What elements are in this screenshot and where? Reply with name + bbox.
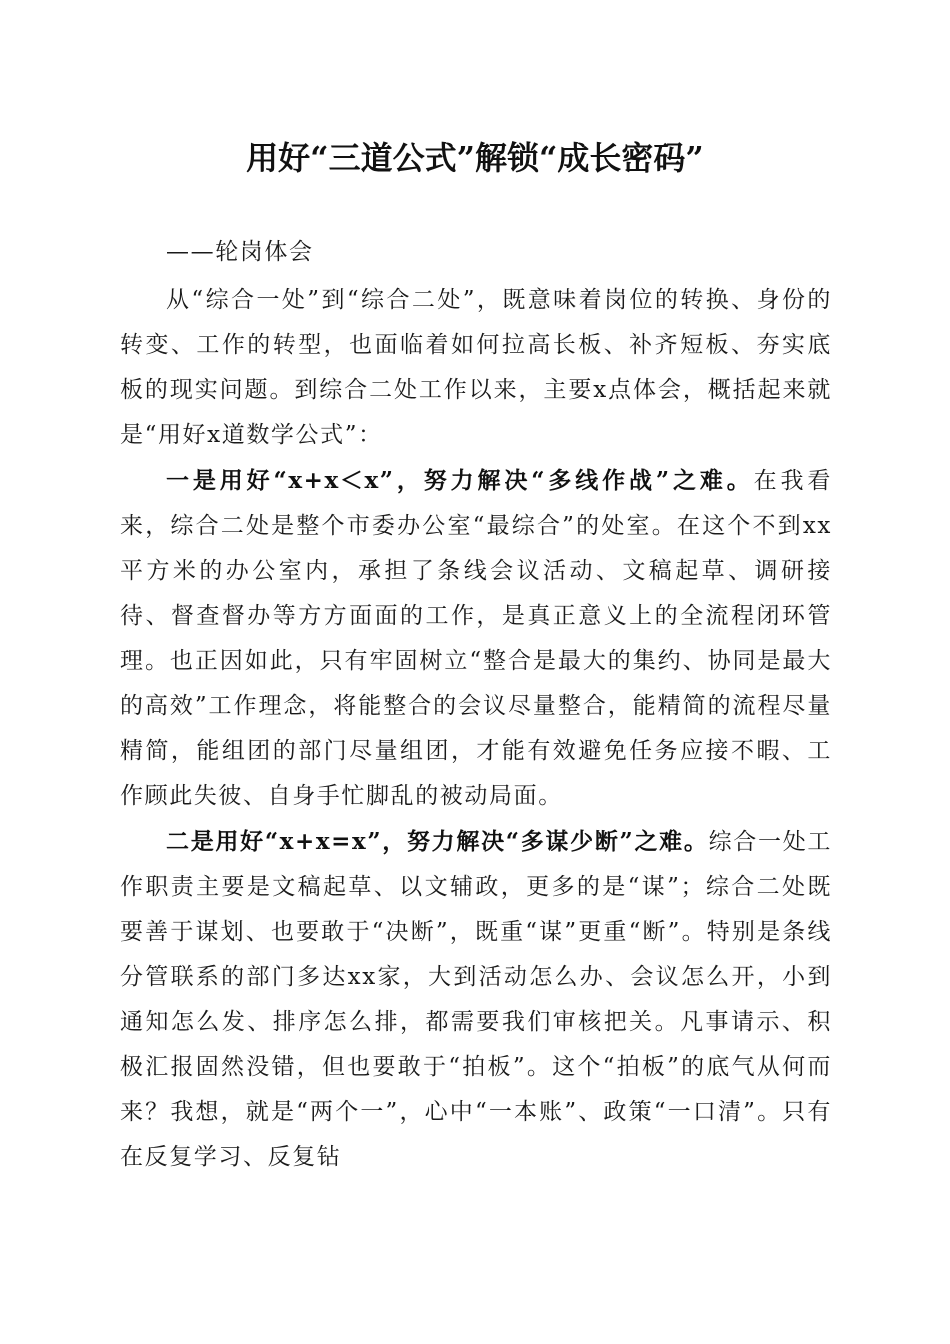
paragraph-text: 从“综合一处”到“综合二处”，既意味着岗位的转换、身份的转变、工作的转型，也面临着如何拉高长板、补齐短板、夯实底板的现实问题。到综合二处工作以来，主要x点体会，概括起来就是“用好x道数学公式”： [120, 287, 832, 448]
document-title: 用好“三道公式”解锁“成长密码” [246, 139, 704, 177]
paragraph-one [120, 458, 832, 819]
document-subtitle: ——轮岗体会 [166, 239, 314, 265]
document-body [120, 230, 832, 1180]
paragraph-intro [120, 277, 832, 458]
paragraph-lead: 二是用好“x+x=x”，努力解决“多谋少断”之难。 [166, 828, 709, 855]
paragraph-text: 在我看来，综合二处是整个市委办公室“最综合”的处室。在这个不到xx平方米的办公室内，承担了条线会议活动、文稿起草、调研接待、督查督办等方方面面的工作，是真正意义上的全流程闭环管理。也正因如此，只有牢固树立“整合是最大的集约、协同是最大的高效”工作理念，将能整合的会议尽量整合，能精简的流程尽量精简，能组团的部门尽量组团，才能有效避免任务应接不暇、工作顾此失彼、自身手忙脚乱的被动局面。 [120, 468, 832, 809]
paragraph-lead: 一是用好“x+x＜x”，努力解决“多线作战”之难。 [166, 467, 754, 494]
paragraph-two [120, 819, 832, 1180]
paragraph-text: 综合一处工作职责主要是文稿起草、以文辅政，更多的是“谋”；综合二处既要善于谋划、也要敢于“决断”，既重“谋”更重“断”。特别是条线分管联系的部门多达xx家，大到活动怎么办、会议怎么开，小到通知怎么发、排序怎么排，都需要我们审核把关。凡事请示、积极汇报固然没错，但也要敢于“拍板”。这个“拍板”的底气从何而来？我想，就是“两个一”，心中“一本账”、政策“一口清”。只有在反复学习、反复钻 [120, 829, 832, 1170]
